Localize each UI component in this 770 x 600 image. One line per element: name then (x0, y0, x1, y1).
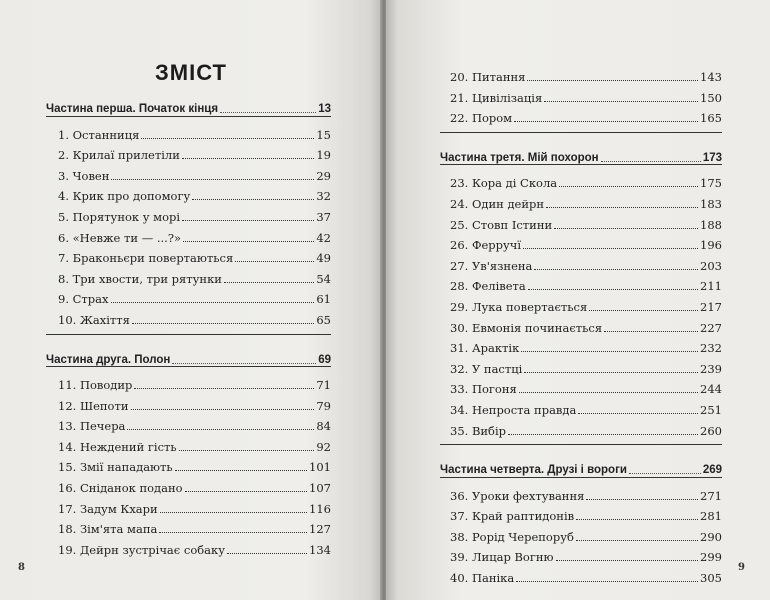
dot-leader (192, 199, 314, 200)
toc-chapter-entry (450, 294, 722, 314)
toc-entry-title: Частина перша. Початок кінця (46, 103, 219, 115)
toc-entry-page: 71 (316, 378, 331, 392)
dot-leader (182, 158, 314, 159)
toc-chapter-entry (58, 204, 331, 224)
part-underline (440, 477, 722, 478)
toc-chapter-entry (58, 434, 331, 454)
dot-leader (589, 310, 698, 311)
toc-part-entry (440, 457, 722, 477)
toc-chapter-entry (450, 335, 722, 355)
toc-entry-page: 42 (316, 230, 331, 245)
toc-entry-title: 29. Лука повертається (450, 299, 588, 314)
toc-chapter-entry (450, 232, 722, 252)
toc-entry-title: Частина друга. Полон (46, 353, 171, 366)
dot-leader (227, 553, 307, 554)
dot-leader (134, 388, 314, 389)
toc-entry-page: 134 (309, 542, 331, 557)
toc-chapter-entry (450, 503, 722, 523)
toc-entry-title: 35. Вибір (450, 423, 507, 438)
toc-chapter-entry (450, 376, 722, 396)
toc-entry-title: 38. Рорід Черепоруб (450, 529, 574, 544)
toc-chapter-entry (58, 225, 331, 245)
toc-entry-page: 260 (700, 423, 722, 438)
toc-chapter-entry (450, 483, 722, 503)
toc-entry-title: 1. Останниця (58, 127, 140, 142)
toc-entry-page: 150 (700, 90, 722, 105)
dot-leader (556, 560, 698, 561)
dot-leader (546, 207, 698, 208)
toc-entry-title: 14. Неждений гість (58, 439, 177, 454)
dot-leader (629, 473, 701, 474)
toc-chapter-entry (58, 245, 331, 265)
toc-chapter-entry (58, 537, 331, 557)
toc-entry-page: 299 (700, 550, 722, 565)
dot-leader (528, 289, 698, 290)
toc-entry-page: 143 (700, 70, 722, 84)
dot-leader (131, 409, 315, 410)
toc-entry-title: Частина третя. Мій похорон (440, 151, 599, 164)
toc-chapter-entry (450, 273, 722, 293)
toc-entry-page: 232 (700, 341, 722, 356)
toc-chapter-entry (58, 496, 331, 516)
toc-entry-page: 13 (318, 103, 331, 115)
toc-entry-page: 203 (700, 258, 722, 273)
toc-entry-page: 269 (702, 464, 722, 477)
toc-chapter-entry (450, 191, 722, 211)
toc-chapter-entry (450, 524, 722, 544)
toc-entry-page: 227 (700, 320, 722, 335)
dot-leader (519, 392, 698, 393)
toc-entry-title: 32. У пастці (450, 361, 523, 376)
dot-leader (576, 519, 698, 520)
toc-entry-page: 84 (316, 419, 331, 434)
toc-entry-page: 127 (309, 522, 331, 537)
part-underline (46, 116, 331, 117)
toc-chapter-entry (58, 475, 331, 495)
toc-entry-page: 175 (700, 176, 722, 191)
toc-entry-title: 26. Ферручї (450, 238, 522, 253)
dot-leader (111, 179, 314, 180)
dot-leader (183, 241, 314, 242)
dot-leader (220, 112, 316, 113)
dot-leader (586, 499, 698, 500)
dot-leader (554, 228, 698, 229)
toc-entry-page: 49 (316, 251, 331, 266)
toc-entry-page: 281 (700, 509, 722, 524)
toc-entry-page: 101 (309, 460, 331, 475)
toc-chapter-entry (58, 286, 331, 306)
toc-entry-page: 37 (316, 209, 331, 224)
section-divider (440, 444, 722, 445)
toc-entry-title: 34. Непроста правда (450, 402, 577, 417)
page-number-left: 8 (18, 562, 25, 573)
toc-chapter-entry (450, 212, 722, 232)
dot-leader (132, 323, 314, 324)
toc-entry-page: 239 (700, 361, 722, 376)
toc-entry-title: Частина четверта. Друзі і вороги (440, 464, 627, 477)
toc-part-entry (46, 96, 331, 116)
dot-leader (516, 581, 698, 582)
toc-entry-page: 65 (316, 312, 331, 327)
toc-entry-page: 173 (702, 151, 722, 164)
toc-chapter-entry (58, 183, 331, 203)
dot-leader (524, 372, 698, 373)
toc-entry-title: 12. Шепоти (58, 398, 129, 413)
toc-entry-title: 40. Паніка (450, 571, 515, 585)
toc-chapter-entry (450, 356, 722, 376)
toc-chapter-entry (58, 122, 331, 142)
left-page (0, 0, 382, 600)
toc-chapter-entry (58, 372, 331, 392)
dot-leader (578, 413, 698, 414)
section-divider (46, 334, 331, 335)
dot-leader (179, 450, 315, 451)
toc-entry-page: 92 (316, 439, 331, 454)
toc-entry-title: 27. Ув'язнена (450, 258, 533, 273)
toc-entry-page: 107 (309, 481, 331, 495)
toc-entry-title: 22. Пором (450, 111, 513, 126)
toc-entry-page: 244 (700, 382, 722, 397)
toc-entry-page: 116 (309, 501, 331, 516)
toc-chapter-entry (58, 142, 331, 162)
toc-entry-page: 69 (318, 353, 331, 366)
toc-entry-page: 183 (700, 196, 722, 211)
toc-entry-page: 29 (316, 168, 331, 183)
toc-entry-page: 211 (700, 279, 722, 294)
toc-chapter-entry (450, 253, 722, 273)
toc-entry-title: 5. Порятунок у морі (58, 209, 181, 224)
dot-leader (185, 491, 307, 492)
toc-entry-page: 196 (700, 238, 722, 253)
toc-entry-page: 217 (700, 299, 722, 314)
toc-chapter-entry (450, 397, 722, 417)
dot-leader (521, 351, 698, 352)
dot-leader (182, 220, 314, 221)
toc-entry-page: 251 (700, 402, 722, 417)
toc-entry-title: 23. Кора ді Скола (450, 176, 558, 191)
toc-entry-title: 13. Печера (58, 419, 126, 434)
dot-leader (601, 161, 701, 162)
toc-entry-page: 19 (316, 148, 331, 163)
toc-entry-title: 36. Уроки фехтування (450, 488, 585, 503)
part-underline (46, 366, 331, 367)
page-number-right: 9 (738, 562, 745, 573)
toc-entry-page: 290 (700, 529, 722, 544)
toc-part-entry (440, 145, 722, 165)
dot-leader (508, 434, 698, 435)
toc-chapter-entry (450, 170, 722, 190)
page-title: ЗМІСТ (155, 60, 227, 85)
toc-entry-page: 79 (316, 398, 331, 413)
dot-leader (559, 186, 698, 187)
dot-leader (527, 80, 698, 81)
toc-chapter-entry (450, 105, 722, 125)
toc-chapter-entry (58, 393, 331, 413)
toc-part-entry (46, 347, 331, 367)
toc-entry-title: 4. Крик про допомогу (58, 189, 191, 204)
toc-entry-title: 11. Поводир (58, 378, 133, 392)
toc-entry-page: 188 (700, 217, 722, 232)
toc-chapter-entry (450, 418, 722, 438)
toc-entry-page: 54 (316, 271, 331, 286)
toc-entry-title: 25. Стовп Істини (450, 217, 553, 232)
dot-leader (235, 261, 314, 262)
toc-chapter-entry (450, 64, 722, 84)
toc-entry-title: 9. Страх (58, 292, 109, 307)
dot-leader (172, 363, 316, 364)
toc-entry-title: 31. Арактік (450, 341, 520, 356)
toc-chapter-entry (450, 85, 722, 105)
toc-entry-title: 17. Задум Кхари (58, 501, 158, 516)
toc-entry-page: 271 (700, 488, 722, 503)
toc-chapter-entry (58, 413, 331, 433)
dot-leader (224, 282, 314, 283)
toc-entry-title: 20. Питання (450, 70, 526, 84)
toc-chapter-entry (58, 266, 331, 286)
dot-leader (523, 248, 698, 249)
toc-entry-title: 28. Фелівета (450, 279, 526, 294)
toc-chapter-entry (450, 315, 722, 335)
dot-leader (127, 429, 314, 430)
right-page (386, 0, 770, 600)
dot-leader (160, 512, 307, 513)
toc-chapter-entry (450, 544, 722, 564)
toc-entry-title: 6. «Невже ти — ...?» (58, 230, 182, 245)
toc-entry-page: 32 (316, 189, 331, 204)
section-divider (440, 132, 722, 133)
toc-entry-title: 3. Човен (58, 168, 110, 183)
dot-leader (604, 331, 698, 332)
toc-chapter-entry (58, 307, 331, 327)
toc-entry-title: 8. Три хвости, три рятунки (58, 271, 222, 286)
toc-entry-page: 61 (316, 292, 331, 307)
toc-entry-title: 7. Браконьєри повертаються (58, 251, 234, 266)
toc-entry-title: 10. Жахіття (58, 312, 130, 327)
dot-leader (514, 121, 698, 122)
dot-leader (111, 302, 315, 303)
toc-chapter-entry (58, 163, 331, 183)
toc-entry-title: 18. Зім'ята мапа (58, 522, 158, 537)
dot-leader (544, 101, 698, 102)
toc-entry-title: 33. Погоня (450, 382, 517, 397)
toc-entry-page: 165 (700, 111, 722, 126)
part-underline (440, 164, 722, 165)
dot-leader (141, 138, 314, 139)
toc-entry-title: 19. Дейрн зустрічає собаку (58, 542, 225, 557)
toc-chapter-entry (450, 565, 722, 585)
toc-chapter-entry (58, 454, 331, 474)
toc-chapter-entry (58, 516, 331, 536)
dot-leader (175, 470, 307, 471)
toc-entry-title: 30. Евмонія починається (450, 320, 603, 335)
toc-entry-page: 15 (316, 127, 331, 142)
toc-entry-title: 39. Лицар Вогню (450, 550, 554, 565)
toc-entry-title: 24. Один дейрн (450, 196, 545, 211)
dot-leader (534, 269, 698, 270)
toc-entry-page: 305 (700, 571, 722, 585)
toc-entry-title: 15. Змії нападають (58, 460, 173, 475)
toc-entry-title: 21. Цивілізація (450, 90, 543, 105)
dot-leader (576, 540, 698, 541)
dot-leader (159, 532, 307, 533)
toc-entry-title: 37. Край раптидонів (450, 509, 575, 524)
toc-entry-title: 16. Сніданок подано (58, 481, 183, 495)
toc-entry-title: 2. Крилаї прилетіли (58, 148, 180, 163)
